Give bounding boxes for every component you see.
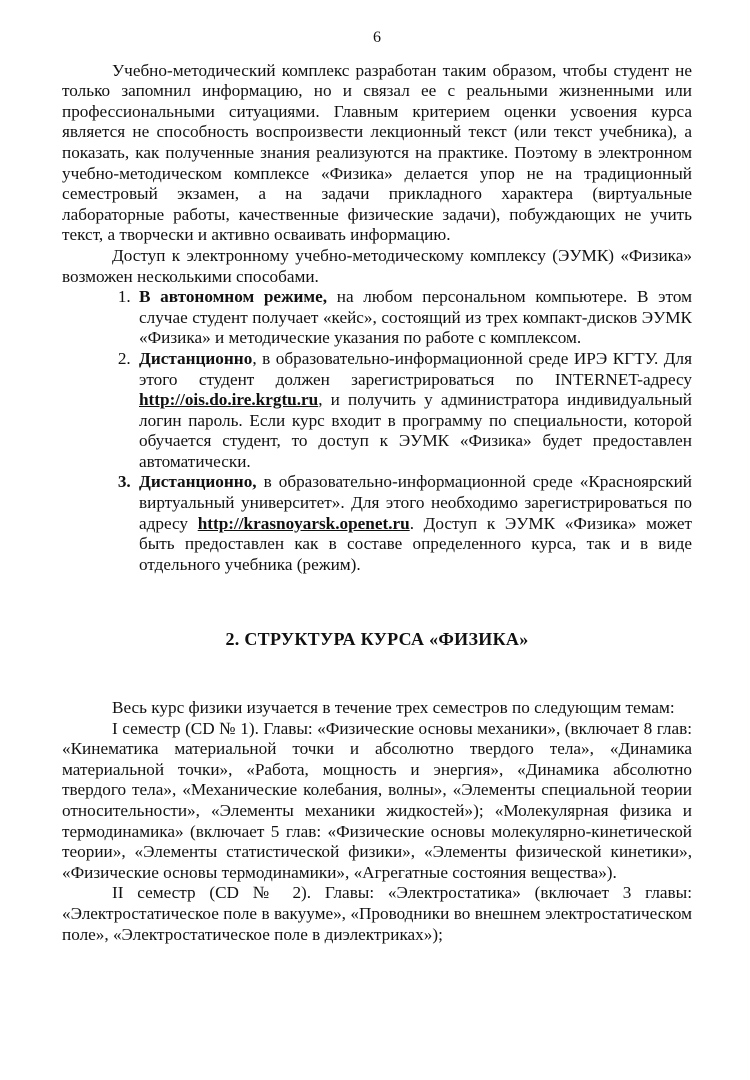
- semester-2-paragraph: II семестр (CD № 2). Главы: «Электростатика» (включает 3 главы: «Электростатическое поле в вакууме», «Проводники во внешнем электростатическом поле», «Электростатическое поле в диэлектриках»);: [62, 883, 692, 944]
- course-overview-paragraph: Весь курс физики изучается в течение трех семестров по следующим темам:: [112, 698, 675, 718]
- krasnoyarsk-link[interactable]: http://krasnoyarsk.openet.ru: [197, 513, 410, 533]
- access-method-text: на любом персональном компьютере. В этом случае студент получает «кейс», состоящий из трех компакт-дисков ЭУМК «Физика» и методические указания по работе с комплексом.: [139, 287, 692, 348]
- document-page: [62, 28, 692, 945]
- access-methods-list: [62, 287, 692, 575]
- section-heading: 2. СТРУКТУРА КУРСА «ФИЗИКА»: [225, 629, 529, 650]
- ois-link[interactable]: http://ois.do.ire.krgtu.ru: [139, 390, 319, 410]
- access-method-autonomous: [135, 287, 692, 349]
- semester-1-paragraph: I семестр (CD № 1). Главы: «Физические основы механики», (включает 8 глав: «Кинематика материальной точки и абсолютно твердого тела», «Динамика материальной точки», «Работа, мощность и энергия», «Динамика абсолютно твердого тела», «Механические колебания, волны», «Элементы специальной теории относительности», «Элементы механики жидкостей»); «Молекулярная физика и термодинамика» (включает 5 глав: «Физические основы молекулярно-кинетической теории», «Элементы статистической физики», «Элементы физической кинетики», «Физические основы термодинамики», «Агрегатные состояния вещества»).: [62, 718, 692, 882]
- access-method-text: . Доступ к ЭУМК «Физика» может быть предоставлен как в составе определенного курса, так и в виде отдельного учебника (режим).: [139, 513, 692, 574]
- access-method-text: , в образовательно-информационной среде ИРЭ КГТУ. Для этого студент должен зарегистрироваться по INTERNET-адресу: [139, 348, 692, 389]
- access-method-title: В автономном режиме,: [139, 287, 328, 307]
- access-method-remote-kvu: [135, 472, 692, 575]
- access-method-title: Дистанционно: [139, 348, 253, 368]
- access-method-remote-ire: [135, 349, 692, 473]
- page-number: 6: [373, 29, 381, 46]
- intro-paragraph: Учебно-методический комплекс разработан таким образом, чтобы студент не только запомнил информацию, но и связал ее с реальными жизненными или профессиональными ситуациями. Главным критерием оценки усвоения курса является не способность воспроизвести лекционный текст (или текст учебника), а показать, как полученные знания реализуются на практике. Поэтому в электронном учебно-методическом комплексе «Физика» делается упор не на традиционный семестровый экзамен, а на задачи прикладного характера (виртуальные лабораторные работы, качественные физические задачи), побуждающих не учить текст, а творчески и активно осваивать информацию.: [62, 60, 692, 245]
- access-paragraph: Доступ к электронному учебно-методическому комплексу (ЭУМК) «Физика» возможен несколькими способами.: [62, 245, 692, 286]
- access-method-text: в образовательно-информационной среде «Красноярский виртуальный университет». Для этого необходимо зарегистрироваться по адресу: [139, 472, 692, 533]
- access-method-text: , и получить у администратора индивидуальный логин пароль. Если курс входит в программу по специальности, которой обучается студент, то доступ к ЭУМК «Физика» будет предоставлен автоматически.: [139, 390, 692, 471]
- access-method-title: Дистанционно,: [139, 472, 257, 492]
